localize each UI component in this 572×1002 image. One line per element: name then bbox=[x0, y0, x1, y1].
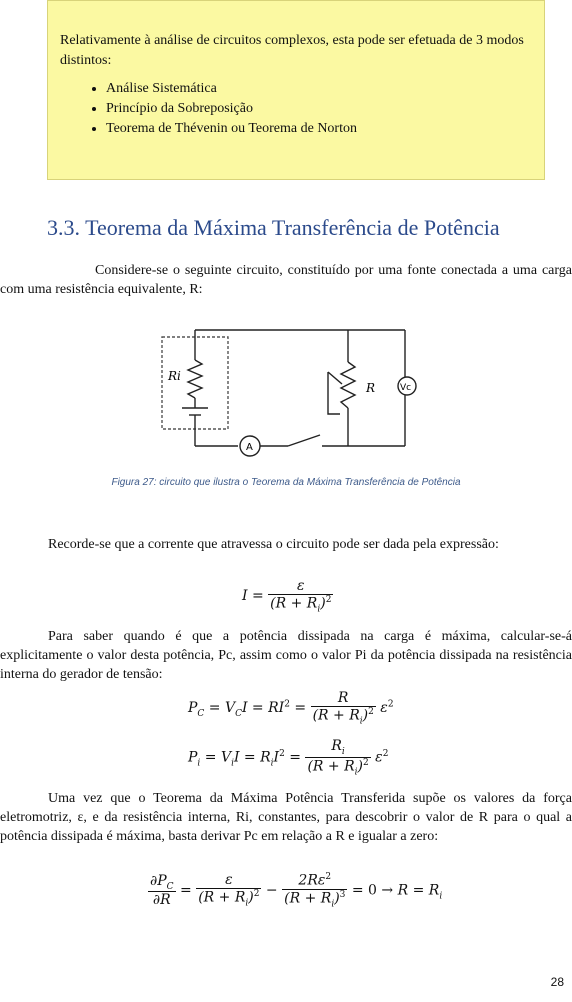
label-voltmeter: Vc bbox=[400, 383, 412, 393]
equation-derivative: $\frac{\partial P_C}{\partial R}$ = $\frac{\varepsilon}{(R + R_i)^2}$ − $\frac{2R\varepsilon^2}{(R + R_i)^3}$ = $0 \to R = R_i$ bbox=[150, 872, 443, 910]
equation-pc: $P_C = V_CI = RI^2$ = $\frac{R}{(R + R_i)^2}$ $\varepsilon^2$ bbox=[188, 690, 394, 727]
page-number: 28 bbox=[550, 975, 564, 989]
section-number: 3.3. bbox=[47, 215, 80, 240]
method-list bbox=[60, 79, 357, 139]
paragraph-3: Para saber quando é que a potência dissipada na carga é máxima, calcular-se-á explicitamente o valor desta potência, Pc, assim como o valor Pi da potência dissipada na resistência interna do gerador de tensão: bbox=[0, 629, 572, 682]
paragraph-4: Uma vez que o Teorema da Máxima Potência Transferida supõe os valores da força eletromotriz, ε, e da resistência interna, Ri, constantes, para descobrir o valor de R para o qual a potência dissipada é máxima, basta derivar Pc em relação a R e igualar a zero: bbox=[0, 791, 572, 844]
switch bbox=[288, 435, 320, 446]
section-heading bbox=[47, 215, 500, 241]
label-ammeter: A bbox=[246, 442, 253, 453]
figure-caption: Figura 27: circuito que ilustra o Teorema da Máxima Transferência de Potência bbox=[111, 477, 461, 488]
equation-current: I = $\frac{\varepsilon}{(R + R_i)^2}$ bbox=[242, 578, 332, 615]
resistor-r bbox=[341, 362, 355, 408]
equation-pi: $P_i = V_iI = R_iI^2$ = $\frac{R_i}{(R + R_i)^2}$ $\varepsilon^2$ bbox=[188, 738, 389, 778]
summary-box bbox=[47, 0, 545, 180]
section-title: Teorema da Máxima Transferência de Potência bbox=[85, 215, 500, 240]
circuit-diagram bbox=[150, 322, 430, 462]
method-item: • Princípio da Sobreposição bbox=[106, 99, 357, 119]
resistor-ri bbox=[188, 360, 202, 398]
summary-intro: Relativamente à análise de circuitos complexos, esta pode ser efetuada de 3 modos distintos: bbox=[60, 33, 524, 68]
paragraph-1: Considere-se o seguinte circuito, constituído por uma fonte conectada a uma carga com uma resistência equivalente, R: bbox=[0, 263, 572, 297]
paragraph-2: Recorde-se que a corrente que atravessa o circuito pode ser dada pela expressão: bbox=[48, 537, 499, 552]
method-item: • Análise Sistemática bbox=[106, 79, 357, 99]
method-item: • Teorema de Thévenin ou Teorema de Norton bbox=[106, 119, 357, 139]
label-r: R bbox=[366, 381, 376, 395]
label-ri: Ri bbox=[168, 369, 181, 383]
